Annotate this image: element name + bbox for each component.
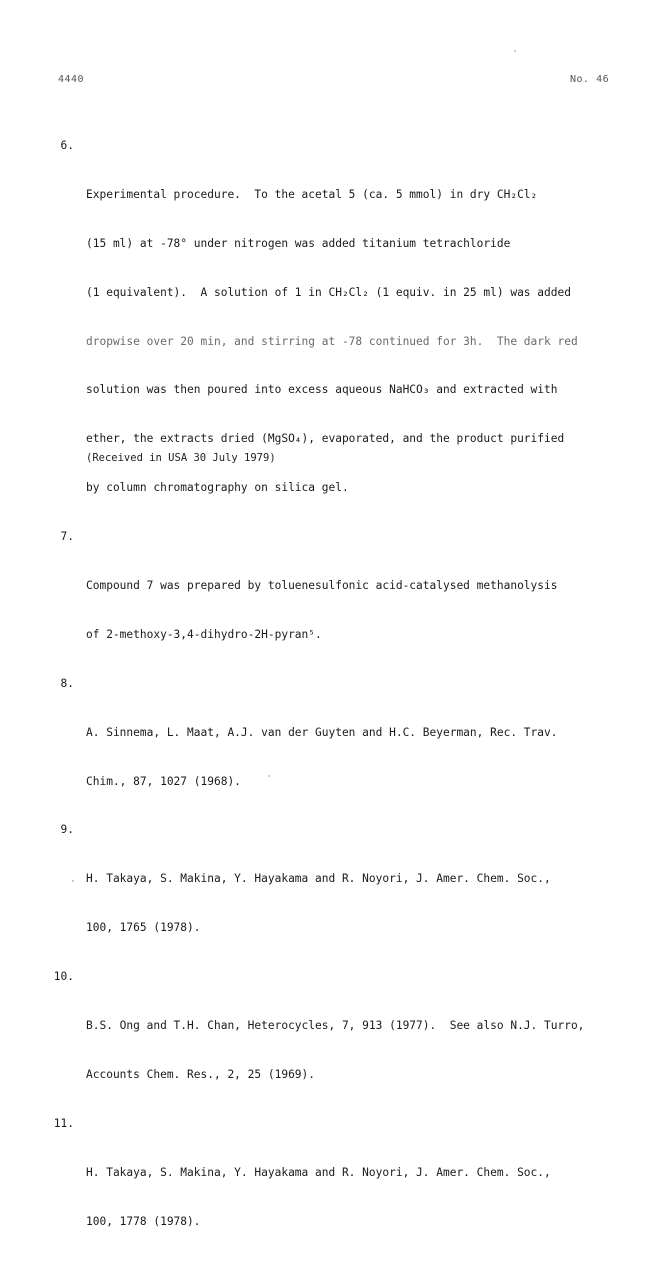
page-number: 4440 [58, 74, 85, 85]
note-line: A. Sinnema, L. Maat, A.J. van der Guyten and H.C. Beyerman, Rec. Trav. [86, 725, 558, 739]
note-number: 11. [53, 1116, 74, 1130]
scan-speck [268, 775, 270, 777]
note-line: (1 equivalent). A solution of 1 in CH₂Cl₂ (1 equiv. in 25 ml) was added [86, 285, 571, 299]
note-line: H. Takaya, S. Makina, Y. Hayakama and R. Noyori, J. Amer. Chem. Soc., [86, 872, 551, 886]
note-number: 10. [53, 970, 74, 984]
note-line: of 2-methoxy-3,4-dihydro-2H-pyran⁵. [86, 627, 322, 641]
note-line: 100, 1778 (1978). [86, 1214, 201, 1228]
note-line: Chim., 87, 1027 (1968). [86, 774, 241, 788]
scan-speck [72, 880, 74, 882]
note-line: solution was then poured into excess aqueous NaHCO₃ and extracted with [86, 383, 558, 397]
note-line: Compound 7 was prepared by toluenesulfonic acid-catalysed methanolysis [86, 579, 558, 593]
scan-speck [514, 50, 516, 52]
issue-number: No. 46 [570, 74, 610, 85]
note-line: 100, 1765 (1978). [86, 921, 201, 935]
note-11 [50, 1116, 630, 1262]
note-line: Accounts Chem. Res., 2, 25 (1969). [86, 1067, 316, 1081]
note-9 [50, 822, 630, 969]
note-7 [50, 529, 630, 676]
note-line: dropwise over 20 min, and stirring at -78 continued for 3h. The dark red [86, 334, 578, 348]
note-10 [50, 969, 630, 1116]
notes-list [50, 138, 630, 1262]
note-number: 7. [60, 530, 74, 544]
note-8 [50, 676, 630, 823]
note-line: ether, the extracts dried (MgSO₄), evaporated, and the product purified [86, 432, 565, 446]
received-date: (Received in USA 30 July 1979) [86, 452, 276, 464]
note-line: B.S. Ong and T.H. Chan, Heterocycles, 7, 913 (1977). See also N.J. Turro, [86, 1019, 585, 1033]
note-number: 9. [60, 823, 74, 837]
note-line: H. Takaya, S. Makina, Y. Hayakama and R. Noyori, J. Amer. Chem. Soc., [86, 1165, 551, 1179]
note-number: 8. [60, 676, 74, 690]
note-6 [50, 138, 630, 529]
note-line: (15 ml) at -78° under nitrogen was added titanium tetrachloride [86, 236, 511, 250]
note-line: by column chromatography on silica gel. [86, 481, 349, 495]
note-line: Experimental procedure. To the acetal 5 (ca. 5 mmol) in dry CH₂Cl₂ [86, 187, 538, 201]
note-number: 6. [60, 139, 74, 152]
